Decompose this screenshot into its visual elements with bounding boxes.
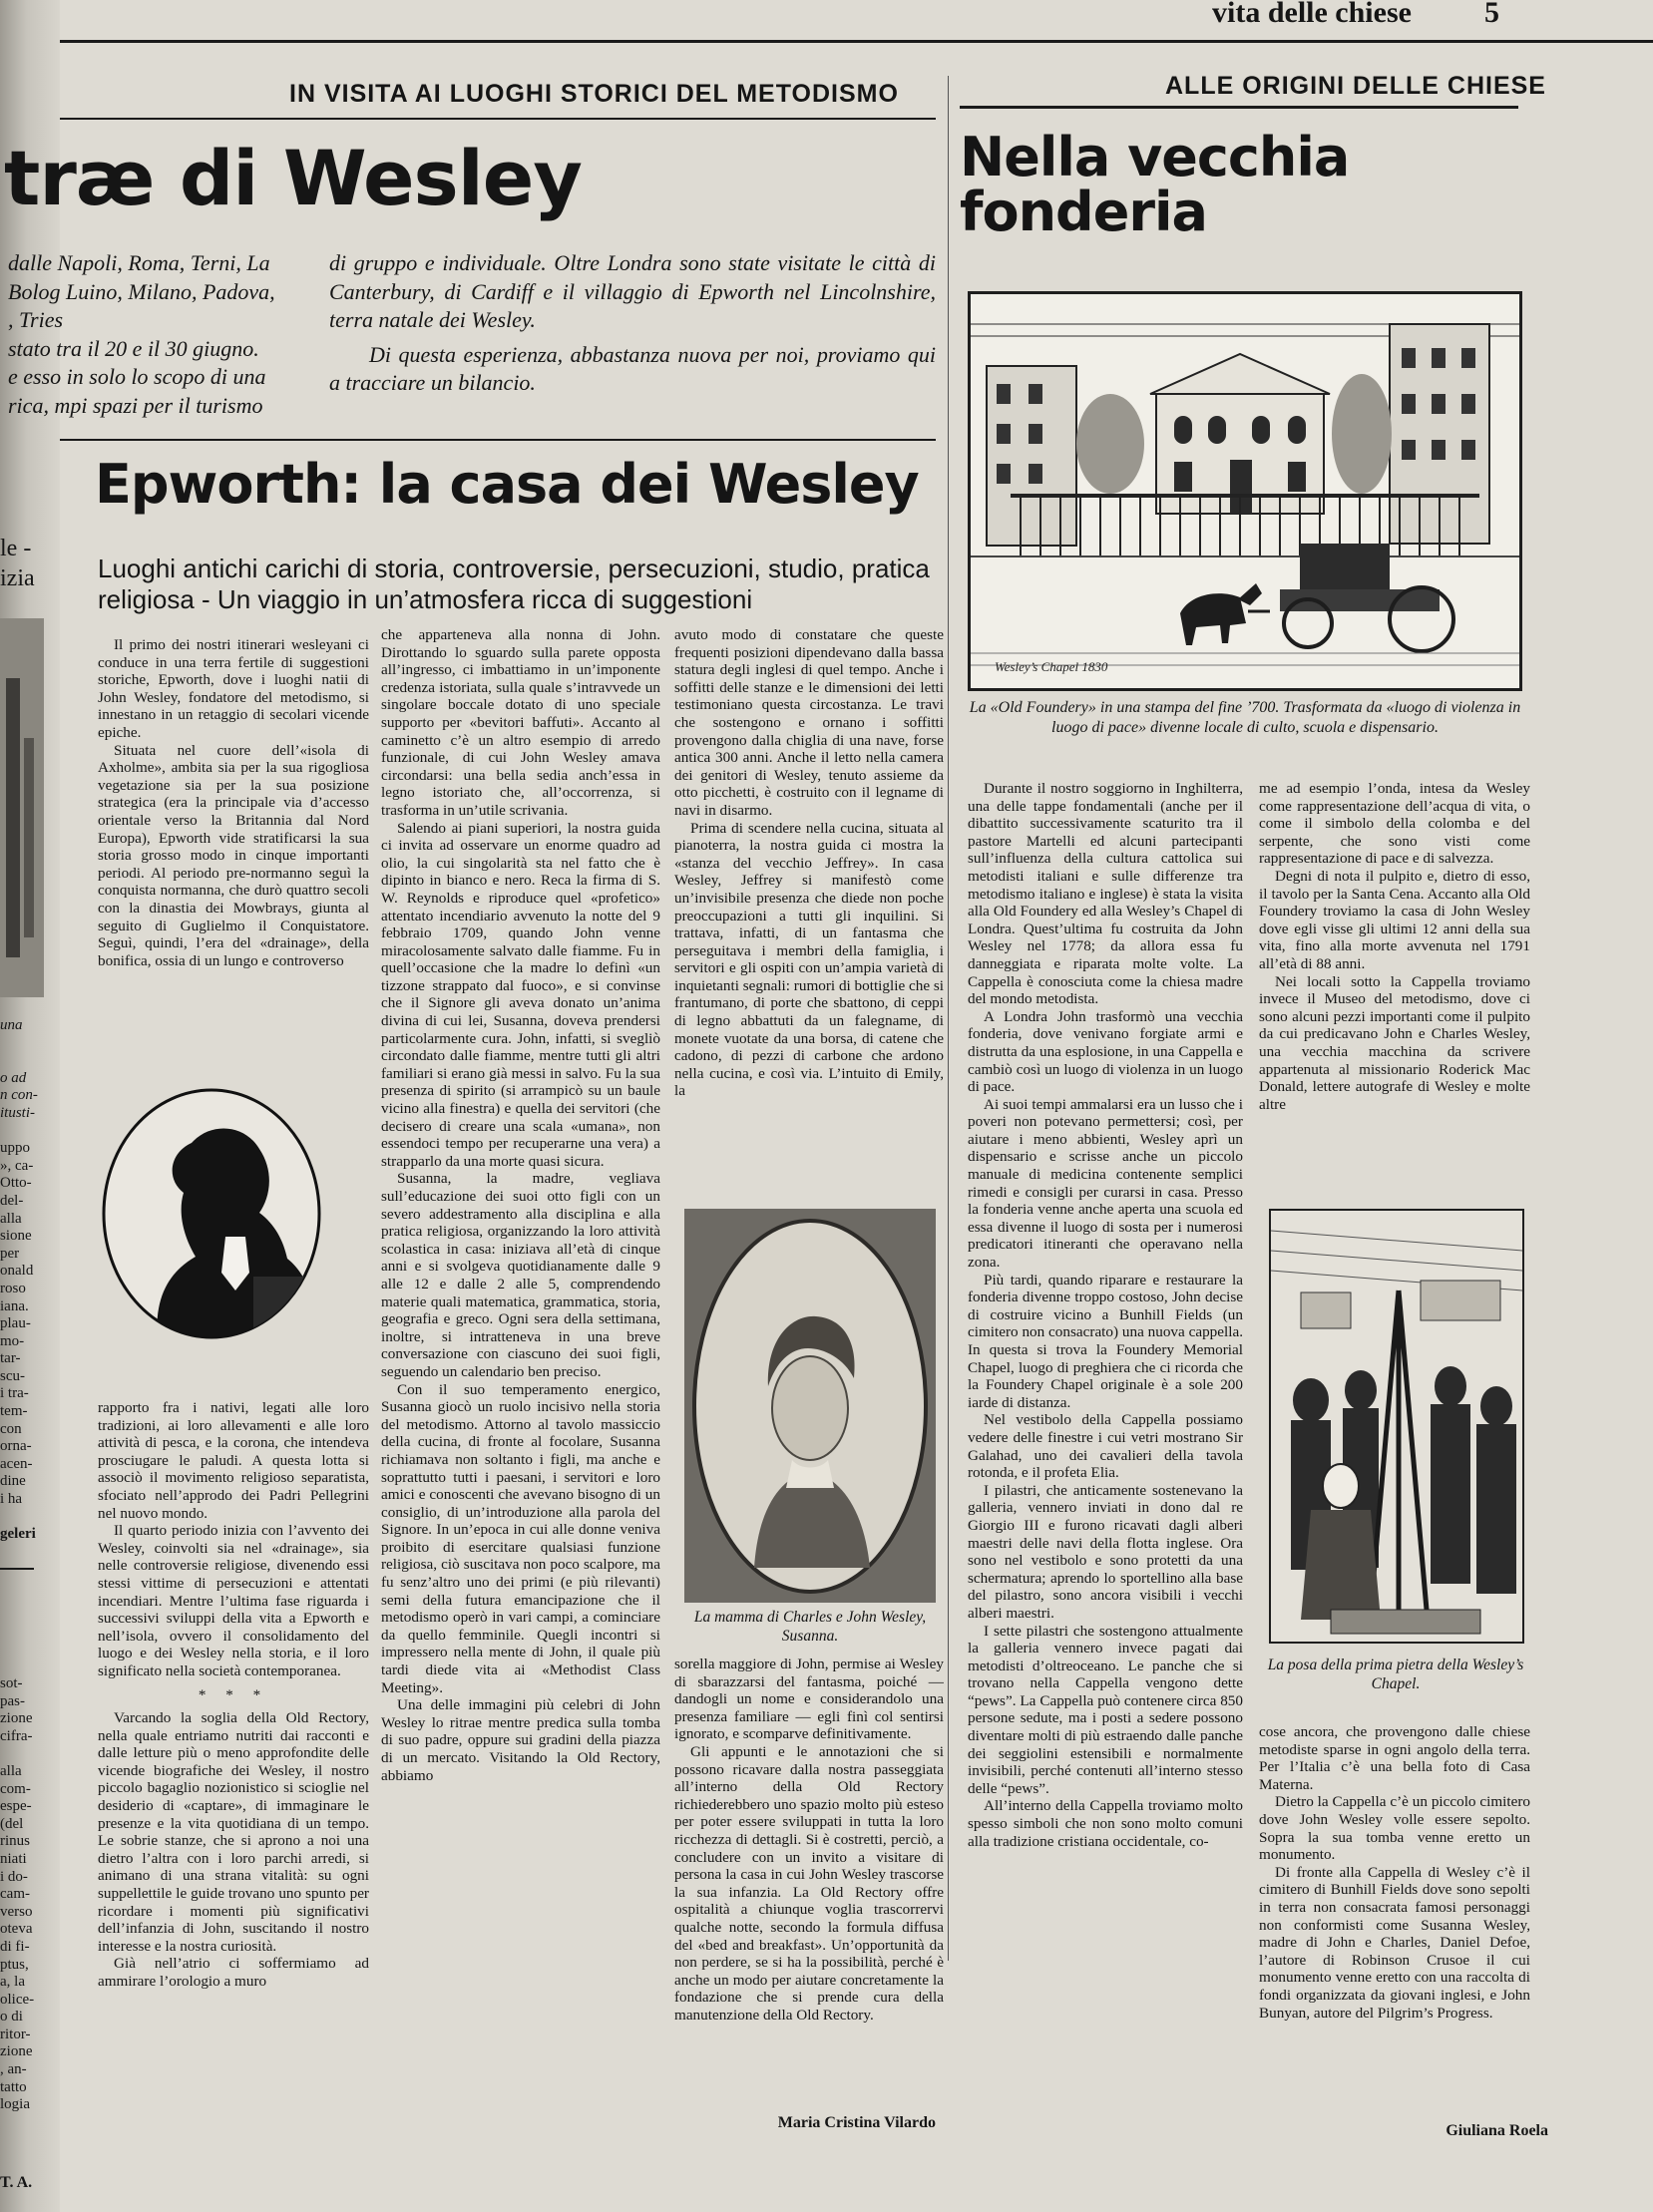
intro-line: stato tra il 20 e il 30 giugno. [8,335,259,361]
paragraph: Di fronte alla Cappella di Wesley c’è il cimitero di Bunhill Fields dove sono sepolti in terra non consacrata famosi personaggi non conformisti come Susanna Wesley, madre di John e Charles, Daniel Defoe, l’autore di Robinson Crusoe il cui monumento venne eretto con una raccolta di fondi organizzata da giovani inglesi, e John Bunyan, autore del Pilgrim’s Progress. [1259,1863,1530,2022]
fonderia-title [960,126,1350,244]
margin-line: oteva [0,1921,33,1938]
margin-line: ptus, [0,1956,29,1973]
margin-line: rinus [0,1833,30,1850]
margin-line: a, la [0,1974,25,1991]
margin-line: con [0,1420,22,1437]
margin-line: itusti- [0,1104,36,1121]
margin-line: del- [0,1192,24,1209]
margin-line: geleri [0,1526,36,1543]
paragraph: Varcando la soglia della Old Rectory, nella quale entriamo nutriti dai racconti e dalle letture più o meno approfondite delle vicende biografiche dei Wesley, il nostro piccolo bagaglio nozionistico si scioglie nel desiderio di «captare», di immaginare le presenze e la vita quotidiana di un tempo. Le sobrie stanze, che si aprono a noi una dietro l’altra con i loro parchi arredi, si animano di una strana vitalità: su ogni suppellettile le guide trovano uno spunto per ricordare i momenti più significativi dell’infanzia di John, suscitando il nostro interesse e la nostra curiosità. [98,1709,369,1955]
epworth-author: Maria Cristina Vilardo [777,2114,936,2131]
margin-line: ritor- [0,2026,31,2042]
margin-line: cifra- [0,1727,33,1744]
margin-fragment-a [0,534,60,593]
paragraph: Situata nel cuore dell’«isola di Axholme», ambita sia per la sua rigogliosa vegetazione sia per la sua posizione strategica (era la principale via d’accesso orientale verso la Britannia dal Nord Europa), Epworth vide stratificarsi la sua storia grosso modo in cinque importanti periodi. Al periodo pre-normanno seguì la conquista normanna, che durò quattro secoli con la dinastia dei Mowbrays, giunta al seguito di Guglielmo il Conquistatore. Seguì, quindi, l’era del «drainage», della bonifica, ossia di un lungo e controverso [98,741,369,969]
fonderia-author: Giuliana Roela [1446,2122,1548,2139]
paragraph: Salendo ai piani superiori, la nostra guida ci invita ad osservare un enorme quadro ad olio, la cui singolarità sta nel fatto che è dipinto in bianco e nero. Reca la firma di S. W. Reynolds e riproduce quel «profetico» attentato incendiario avvenuto la notte del 9 febbraio 1709, quando John venne miracolosamente salvato dalle fiamme. Fu in quell’occasione che la madre lo definì «un tizzone strappato dal fuoco», e si convinse che il Signore gli aveva donato un’anima divina di cui lei, Susanna, doveva prendersi particolarmente cura. John, infatti, si svegliò circondato dalle fiamme, mentre tutti gli altri familiari si erano già messi in salvo. Fu la sua presenza di spirito (si arrampicò su un baule vicino alla finestra) e quella dei servitori (che decisero di creare una scala «umana», non essendoci tempo per recuperarne una vera) a strapparlo da una morte quasi sicura. [381,819,660,1170]
paragraph: Il primo dei nostri itinerari wesleyani ci conduce in una terra fertile di suggestioni storiche, Epworth, dove i luoghi natii di John Wesley, fondatore del metodismo, si innestano in un retaggio di secolari vicende epiche. [98,636,369,741]
paragraph: Ai suoi tempi ammalarsi era un lusso che i poveri non potevano permettersi; così, per aiutare i meno abbienti, Wesley aprì un dispensario e scrisse anche un piccolo manuale di medicina contenente semplici rimedi e consigli per curarsi in casa. Presso la fonderia venne anche aperta una scuola ed essa divenne il luogo di sosta per i numerosi predicatori itineranti che operavano nella zona. [968,1095,1243,1272]
margin-line: logia [0,2096,30,2113]
margin-line: com- [0,1780,31,1797]
paragraph: A Londra John trasformò una vecchia fonderia, dove venivano forgiate armi e distrutta da una esplosione, in una Cappella e cambiò così un luogo di violenza in un luogo di pace. [968,1007,1243,1096]
paragraph: Degni di nota il pulpito e, dietro di esso, il tavolo per la Santa Cena. Accanto alla Old Foundery troviamo la casa di John Wesley dove egli visse gli ultimi 12 anni della sua vita, fino alla morte avvenuta nel 1791 all’età di 88 anni. [1259,867,1530,972]
fonderia-title-line1: Nella vecchia [960,126,1350,188]
margin-line: acen- [0,1455,33,1472]
paragraph: cose ancora, che provengono dalle chiese metodiste sparse in ogni angolo della terra. Per l’Italia c’è una bella foto di Casa Materna. [1259,1723,1530,1793]
paragraph: che apparteneva alla nonna di John. Dirottando lo sguardo sulla parete opposta all’ingresso, ci imbattiamo in un’imponente credenza istoriata, sulla quale s’intravvede un singolare boccale dotato di uno speciale supporto per «bevitori baffuti». Accanto al caminetto c’è un altro esempio di arredo funzionale, di cui John Wesley amava circondarsi: una bella sedia anch’essa in legno istoriato che, all’occorrenza, si trasforma in un’utile scrivania. [381,626,660,819]
margin-line: olice- [0,1991,35,2008]
paragraph: rapporto fra i nativi, legati alle loro tradizioni, ai loro allevamenti e alle loro attività di pesca, e la corona, che intendeva prosciugare le paludi. A questa lotta si associò il movimento religioso separatista, sfociato nell’approdo dei Padri Pellegrini nel nuovo mondo. [98,1399,369,1522]
margin-line: n con- [0,1087,38,1104]
margin-signoff: T. A. [0,2174,33,2191]
page-number: 5 [1484,0,1499,29]
caption-stone: La posa della prima pietra della Wesley’s Chapel. [1267,1657,1524,1693]
wesley-silhouette-image [100,1087,324,1341]
intro-line: e esso in solo lo scopo di una [8,364,266,390]
margin-line [0,1035,58,1053]
intro-line: rica, mpi spazi per il turismo [8,392,263,418]
margin-line: le - [0,536,32,561]
section-label-right: ALLE ORIGINI DELLE CHIESE [1165,72,1546,100]
fonderia-title-line2: fonderia [960,181,1207,244]
paragraph: All’interno della Cappella troviamo molto spesso simboli che non sono molto comuni alla tradizione cristiana occidentale, co- [968,1797,1243,1850]
margin-line: niati [0,1850,27,1867]
main-title-fragment: træ di Wesley [4,134,582,222]
column-divider [948,76,949,1961]
paragraph: Più tardi, quando riparare e restaurare la fonderia divenne troppo costoso, John decise di costruire vicino a Bunhill Fields (un cimitero non consacrato) una nuova cappella. In questa si trova la Foundery Memorial Chapel, luogo di preghiera che ci ricorda che la Foundery Chapel originale è a sole 200 iarde di distanza. [968,1271,1243,1411]
margin-line: Otto- [0,1175,32,1192]
intro-left-fragments [8,249,307,421]
epworth-col2 [381,626,660,2182]
top-rule [60,40,1653,43]
epworth-col3-bottom [674,1656,944,2089]
margin-line: scu- [0,1367,25,1384]
intro-line: , Tries [8,307,64,333]
paragraph: Nel vestibolo della Cappella possiamo vedere delle finestre i cui vetri mostrano Sir Galahad, uno dei cavalieri della tavola rotonda, e il profeta Elia. [968,1411,1243,1482]
intro-rule [60,439,936,441]
margin-line: o di [0,2009,23,2026]
margin-line: i do- [0,1868,28,1885]
paragraph: Prima di scendere nella cucina, situata al pianoterra, la nostra guida ci mostra la «stanza del vecchio Jeffrey». In casa Wesley, Jeffrey si manifestò come un’invisibile presenza che diede non poche preoccupazioni a tutti gli inquilini. Si trattava, infatti, di un fantasma che perseguitava i membri della famiglia, i servitori e gli ospiti con un’ampia varietà di inquietanti segnali: rumori di bottiglie che si frantumano, di porte che sbattono, di ceppi di legno abbattuti da un falegname, di monete vuotate da una borsa, di catene che cadono, di pezzi di carbone che ardono nella cucina, e così via. L’intuito di Emily, la [674,819,944,1100]
margin-line: izia [0,565,35,591]
margin-line: tar- [0,1350,21,1367]
margin-line: mo- [0,1332,25,1349]
section-label-left: IN VISITA AI LUOGHI STORICI DEL METODISMO [289,80,899,108]
portrait-art [684,1209,936,1603]
margin-line: , an- [0,2061,27,2078]
caption-susanna: La mamma di Charles e John Wesley, Susanna. [693,1609,927,1646]
paragraph: me ad esempio l’onda, intesa da Wesley come rappresentazione dell’acqua di vita, o come il simbolo della colomba e del serpente, che sono visti come rappresentazione di pace e di salvezza. [1259,780,1530,868]
margin-line: zione [0,2043,33,2060]
margin-line: i tra- [0,1385,29,1402]
intro-line: Bolog Luino, Milano, Padova, [8,278,275,304]
margin-line: tem- [0,1403,28,1420]
epworth-col1-bottom [98,1399,369,2182]
margin-line: alla [0,1210,22,1227]
margin-line: alla [0,1762,22,1779]
margin-line: cam- [0,1886,30,1903]
paragraph: Dietro la Cappella c’è un piccolo cimitero dove John Wesley volle essere sepolto. Sopra la sua tomba venne eretto un monumento. [1259,1793,1530,1864]
margin-line: roso [0,1280,26,1296]
engraving-art [971,294,1519,688]
intro-right [329,249,936,398]
paragraph: Durante il nostro soggiorno in Inghilterra, una delle tappe fondamentali (anche per il dibattito successivamente scaturito tra il pastore Martelli ed alcuni partecipanti sull’influenza della cultura cattolica sui metodisti italiani e sulle differenze tra metodismo italiano e inglese) è stata la visita alla Old Foundery ed alla Wesley’s Chapel di Londra. Quest’ultima fu costruita da John Wesley nel 1778; da allora essa fu danneggiata e riparata molte volte. La Cappella è conosciuta come la chiesa madre del mondo metodista. [968,780,1243,1008]
section-running-head: vita delle chiese [1212,0,1412,29]
epworth-col1-top [98,636,369,1050]
section-rule-left [60,118,936,120]
silhouette-art [100,1087,324,1341]
epworth-deck: Luoghi antichi carichi di storia, controversie, persecuzioni, studio, pratica religiosa - Un viaggio in un’atmosfera ricca di suggestioni [98,553,930,615]
paragraph: Gli appunti e le annotazioni che si possono ricavare dalla nostra passeggiata all’interno della Old Rectory richiederebbero uno spazio molto più esteso per poter essere sviluppati in tutta la loro ricchezza di dettagli. Si è costretti, perciò, a concludere con un invito a visitare di persona la casa in cui John Wesley trascorse la sua infanzia. La Old Rectory offre ospitalità a chiunque voglia trascorrervi qualche notte, secondo la formula diffusa del «bed and breakfast». Un’opportunità da non perdere, se si ha la possibilità, perché è anche un modo per aiutare concretamente la fondazione che si prende cura della manutenzione della Old Rectory. [674,1742,944,2024]
margin-line: verso [0,1903,33,1920]
paragraph: I sette pilastri che sostengono attualmente la galleria vennero invece pagati dai metodisti d’oltreoceano. Le panche che si trovano nella Cappella vengono dette “pews”. La Cappella può contenere circa 850 persone sedute, ma i posti a sedere possono diventare molti di più estraendo dalle panche dei seggiolini estensibili e normalmente invisibili, perché contenuti all’interno stesso delle “pews”. [968,1622,1243,1797]
margin-line: per [0,1245,20,1262]
margin-line: uppo [0,1140,30,1157]
margin-line: sot- [0,1675,23,1691]
foundation-stone-image [1269,1209,1524,1644]
epworth-title: Epworth: la casa dei Wesley [95,453,919,516]
intro-line: dalle Napoli, Roma, Terni, La [8,250,270,275]
stone-art [1271,1211,1522,1642]
margin-fragment-b [0,1017,58,1544]
section-break: * * * [198,1685,269,1703]
margin-line: », ca- [0,1157,34,1174]
fonderia-col2-top [1259,780,1530,1189]
intro-paragraph: Di questa esperienza, abbastanza nuova per noi, proviamo qui a tracciare un bilancio. [329,341,936,396]
epworth-col3-top [674,626,944,1200]
paragraph: Nei locali sotto la Cappella troviamo invece il Museo del metodismo, dove ci sono alcuni pezzi importanti come il pulpito da cui predicavano John e Charles Wesley, una vecchia macchina da scrivere appartenuta al missionario Roderick Mac Donald, lettere autografe di Wesley e molte altre [1259,972,1530,1113]
paragraph: sorella maggiore di John, permise ai Wesley di sbarazzarsi del fantasma, poiché — dandogli un nome e considerandolo una presenza familiare — egli finì col sentirsi ignorato, e scomparve definitivamente. [674,1656,944,1743]
foundery-engraving-image [968,291,1522,691]
margin-line: plau- [0,1315,31,1332]
margin-line: tatto [0,2078,27,2095]
margin-fragment-c [0,1675,58,2114]
margin-line [0,1123,58,1141]
margin-line: onald [0,1263,34,1280]
margin-line [0,1509,58,1527]
margin-line: espe- [0,1798,32,1815]
paragraph: avuto modo di constatare che queste frequenti posizioni dipendevano dalla bassa statura degli inglesi di quel tempo. Anche i soffitti delle stanze e le dimensioni dei letti testimoniano questa circostanza. Le travi che sostengono e ornano i soffitti provengono dalla chiglia di una nave, forse antica 300 anni. Anche il letto nella camera dei genitori di Wesley, tenuto assieme da otto picchetti, è costruito con il legname di navi in disarmo. [674,626,944,819]
margin-line: (del [0,1815,24,1832]
caption-foundery: La «Old Foundery» in una stampa del fine ’700. Trasformata da «luogo di violenza in luogo di pace» divenne locale di culto, scuola e dispensario. [969,699,1521,736]
margin-line: iana. [0,1297,29,1314]
paragraph: Il quarto periodo inizia con l’avvento dei Wesley, coinvolti sia nel «drainage», sia nelle controversie religiose, divenendo essi stessi vittime di persecuzioni e attentati incendiari. Mentre l’ultima fase riguarda i successivi sviluppi della vita a Epworth e nell’isola, ovvero il consolidamento del luogo e dei Wesley nella storia, e il loro significato nella società contemporanea. [98,1522,369,1679]
margin-line: zione [0,1710,33,1727]
margin-line: i ha [0,1491,23,1508]
paragraph: Già nell’atrio ci soffermiamo ad ammirare l’orologio a muro [98,1955,369,1990]
margin-line [0,1745,58,1763]
paragraph: Con il suo temperamento energico, Susanna giocò un ruolo incisivo nella storia del metodismo. Attorno al tavolo massiccio della cucina, di fronte al focolare, Susanna richiamava non soltanto i figli, ma anche e soprattutto tutti i paesani, i servitori e loro amici e conoscenti che avevano bisogno di un consiglio, di un’introduzione alla parola del Signore. In un’epoca in cui alle donne veniva proibito di esercitare qualsiasi funzione religiosa, ciò suscitava non poco scalpore, ma fu senz’altro uno dei primi (e più rilevanti) semi della futura emancipazione che il metodismo operò in vari campi, a cominciare da quello femminile. Quegli incontri si impressero nella mente di John, il quale più tardi diede vita ai «Methodist Class Meeting». [381,1380,660,1696]
margin-line: dine [0,1473,26,1490]
section-rule-right [960,106,1518,109]
margin-line [0,1052,58,1070]
margin-line: di fi- [0,1938,30,1955]
margin-line: orna- [0,1438,32,1455]
engraving-inscription: Wesley’s Chapel 1830 [995,659,1108,674]
paragraph: Susanna, la madre, vegliava sull’educazione dei suoi otto figli con un severo addestramento alla disciplina e alla pratica religiosa, organizzando la loro attività scolastica in casa: iniziava all’età di cinque anni e si svolgeva quotidianamente dalle 9 alle 12 e dalle 2 alle 5, comprendendo materie quali matematica, grammatica, storia, geografia e greco. Ogni sera della settimana, inoltre, si intratteneva in una breve conversazione con ciascuno dei suoi figli, seguendo un calendario ben preciso. [381,1170,660,1380]
intro-paragraph: di gruppo e individuale. Oltre Londra sono state visitate le città di Canterbury, di Cardiff e il villaggio di Epworth nel Lincolnshire, terra natale dei Wesley. [329,250,936,333]
susanna-portrait-image [684,1209,936,1603]
margin-photo-art [0,618,44,997]
paragraph: I pilastri, che anticamente sostenevano la galleria, vennero inviati in dono dal re Giorgio III e furono ricavati dagli alberi maestri delle navi della flotta inglese. Ora sono nel vestibolo e sono protetti da una schermatura; aprendo lo sportellino alla base del pilastro, sono ancora visibili i vecchi alberi maestri. [968,1481,1243,1622]
margin-line: o ad [0,1069,27,1086]
margin-line: una [0,1017,23,1033]
fonderia-col1 [968,780,1243,2186]
margin-photo-fragment [0,618,44,997]
fonderia-col2-bottom [1259,1723,1530,2122]
margin-rule [0,1568,34,1570]
paragraph: Una delle immagini più celebri di John Wesley lo ritrae mentre predica sulla tomba di suo padre, oppure sui gradini della piazza di un mercato. Visitando la Old Rectory, abbiamo [381,1696,660,1784]
margin-line: pas- [0,1692,25,1709]
margin-line: sione [0,1228,32,1245]
